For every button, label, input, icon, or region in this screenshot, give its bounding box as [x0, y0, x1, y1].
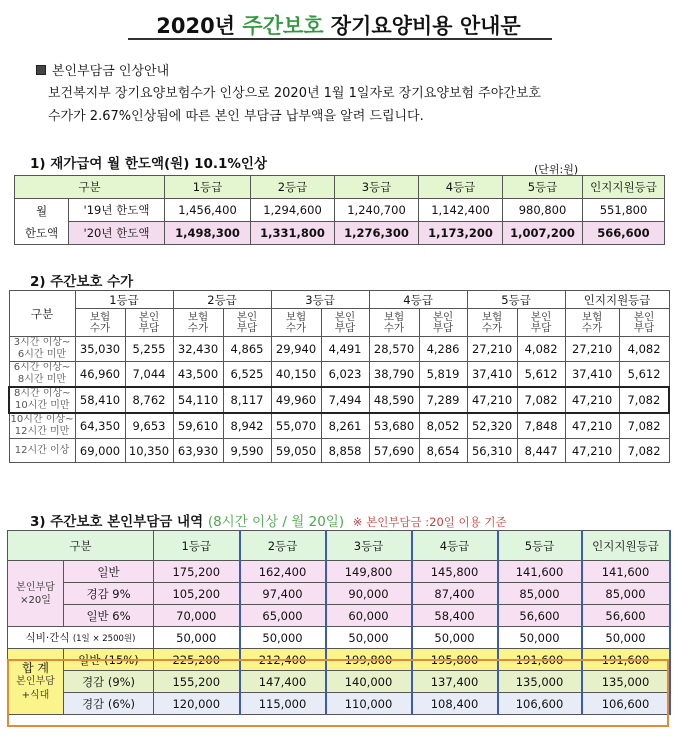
- table-cell: 53,680: [369, 413, 419, 439]
- table-cell: 105,200: [154, 583, 240, 605]
- page-title: [0, 10, 677, 40]
- row-label-line-1: 10시간 이상~: [10, 414, 74, 425]
- section2-heading: 2) 주간보호 수가: [30, 274, 134, 290]
- header-cell: 4등급: [419, 176, 503, 199]
- sub-header-insurance: [271, 309, 321, 337]
- sub-header-insurance: [565, 309, 619, 337]
- row-label-line-1: 3시간 이상~: [13, 337, 71, 348]
- table-row: [8, 649, 670, 671]
- table-cell: 7,848: [517, 413, 565, 439]
- side-label: [8, 649, 64, 715]
- header-cell: 2등급: [251, 176, 335, 199]
- row-label-line-1: 6시간 이상~: [13, 362, 71, 373]
- row-label: 경감 (6%): [64, 693, 154, 715]
- sub-header-copay: [517, 309, 565, 337]
- sub-header-insurance: [173, 309, 223, 337]
- grade-header-row: [9, 291, 669, 309]
- sub-header-line: 부담: [138, 321, 160, 334]
- row-label-line-1: 8시간 이상~: [13, 388, 71, 399]
- table-cell: 140,000: [326, 671, 412, 693]
- copay-summary-table: [7, 530, 671, 715]
- table-header-row: [15, 176, 665, 199]
- grade-header: 3등급: [271, 291, 369, 309]
- table-cell: 8,654: [419, 439, 467, 463]
- title-underline: [128, 38, 552, 40]
- sub-header-row: [9, 309, 669, 337]
- table-cell: 141,600: [582, 561, 670, 583]
- header-cell: 인지지원등급: [582, 531, 670, 561]
- table-cell: 108,400: [412, 693, 498, 715]
- notice-body: [48, 82, 648, 128]
- table-cell: 59,610: [173, 413, 223, 439]
- table-cell: 7,082: [619, 387, 669, 413]
- header-cell: 5등급: [503, 176, 583, 199]
- table-cell: 50,000: [498, 627, 582, 649]
- table-cell: 63,930: [173, 439, 223, 463]
- table-cell: 56,600: [582, 605, 670, 627]
- table-cell: 147,400: [240, 671, 326, 693]
- table-cell: 191,600: [582, 649, 670, 671]
- table-cell: 8,942: [223, 413, 271, 439]
- table-cell: 551,800: [583, 199, 665, 222]
- table-cell: 54,110: [173, 387, 223, 413]
- sub-header-line: 부담: [236, 321, 258, 334]
- header-cell: 인지지원등급: [583, 176, 665, 199]
- sub-header-line: 수가: [581, 321, 603, 334]
- table-cell: 85,000: [498, 583, 582, 605]
- sub-header-copay: [619, 309, 669, 337]
- notice-line-2: 수가가 2.67%인상됨에 따른 본인 부담금 납부액을 알려 드립니다.: [48, 109, 424, 124]
- table-cell: 29,940: [271, 337, 321, 362]
- grade-header: 2등급: [173, 291, 271, 309]
- meal-row: [8, 627, 670, 649]
- sub-header-line: 보험: [383, 310, 405, 323]
- table-cell: 58,400: [412, 605, 498, 627]
- row-label-line-2: 10시간 미만: [14, 400, 70, 411]
- notice-line-1: 보건복지부 장기요양보험수가 인상으로 2020년 1월 1일자로 장기요양보험 주야간보호: [48, 86, 541, 101]
- sub-header-line: 보험: [285, 310, 307, 323]
- table-cell: 4,082: [619, 337, 669, 362]
- row-label: 일반: [64, 561, 154, 583]
- table-cell: 27,210: [467, 337, 517, 362]
- sub-header-insurance: [467, 309, 517, 337]
- header-cell: 구분: [15, 176, 165, 199]
- sub-header-line: 본인: [432, 310, 454, 323]
- section3-heading-red: ※ 본인부담금 :20일 이용 기준: [352, 515, 507, 529]
- table-cell: 8,261: [321, 413, 369, 439]
- table-header-row: [8, 531, 670, 561]
- group-label-line-2: 한도액: [24, 225, 59, 240]
- table-cell: 40,150: [271, 362, 321, 388]
- sub-header-line: 수가: [89, 321, 111, 334]
- sub-header-line: 본인: [236, 310, 258, 323]
- table-cell: 7,082: [619, 439, 669, 463]
- table-cell: 1,007,200: [503, 222, 583, 245]
- table-cell: 137,400: [412, 671, 498, 693]
- table-cell: 46,960: [75, 362, 125, 388]
- table-cell: 50,000: [326, 627, 412, 649]
- table-cell: 5,819: [419, 362, 467, 388]
- table-cell: 52,320: [467, 413, 517, 439]
- table-cell: 7,289: [419, 387, 467, 413]
- sub-header-line: 수가: [481, 321, 503, 334]
- section3-heading-text: 3) 주간보호 본인부담금 내역: [30, 514, 204, 530]
- table-cell: 9,653: [125, 413, 173, 439]
- copay-rows: [8, 561, 670, 627]
- table-cell: 175,200: [154, 561, 240, 583]
- sub-header-line: 부담: [633, 321, 655, 334]
- table-row: [9, 362, 669, 388]
- sub-header-insurance: [369, 309, 419, 337]
- table-cell: 65,000: [240, 605, 326, 627]
- table-cell: 162,400: [240, 561, 326, 583]
- table-cell: 56,310: [467, 439, 517, 463]
- sub-header-copay: [223, 309, 271, 337]
- table-cell: 4,082: [517, 337, 565, 362]
- table-cell: 7,082: [517, 387, 565, 413]
- table-cell: 106,600: [582, 693, 670, 715]
- sub-header-copay: [419, 309, 467, 337]
- table-cell: 145,800: [412, 561, 498, 583]
- row-label: '19년 한도액: [69, 199, 165, 222]
- header-cell: 4등급: [412, 531, 498, 561]
- table-row: [9, 337, 669, 362]
- table-cell: 1,498,300: [165, 222, 251, 245]
- grade-header: 인지지원등급: [565, 291, 669, 309]
- sub-header-line: 부담: [432, 321, 454, 334]
- grade-header: 5등급: [467, 291, 565, 309]
- row-label: 경감 9%: [64, 583, 154, 605]
- table-cell: 7,044: [125, 362, 173, 388]
- table-cell: 47,210: [565, 387, 619, 413]
- table-cell: 38,790: [369, 362, 419, 388]
- table-cell: 149,800: [326, 561, 412, 583]
- row-label: [9, 362, 75, 388]
- table-cell: 50,000: [240, 627, 326, 649]
- table-cell: 85,000: [582, 583, 670, 605]
- table-cell: 97,400: [240, 583, 326, 605]
- table-cell: 10,350: [125, 439, 173, 463]
- table-row: [8, 605, 670, 627]
- table-cell: 60,000: [326, 605, 412, 627]
- sub-header-line: 보험: [481, 310, 503, 323]
- table-cell: 1,276,300: [335, 222, 419, 245]
- header-cell: 2등급: [240, 531, 326, 561]
- table-cell: 50,000: [412, 627, 498, 649]
- table-cell: 70,000: [154, 605, 240, 627]
- sub-header-copay: [125, 309, 173, 337]
- sub-header-line: 본인: [334, 310, 356, 323]
- table-cell: 155,200: [154, 671, 240, 693]
- table-cell: 47,210: [565, 439, 619, 463]
- table-cell: 110,000: [326, 693, 412, 715]
- sub-header-line: 본인: [530, 310, 552, 323]
- table-cell: 57,690: [369, 439, 419, 463]
- grade-header: 4등급: [369, 291, 467, 309]
- header-cell: 3등급: [335, 176, 419, 199]
- table-cell: 87,400: [412, 583, 498, 605]
- table-cell: 191,600: [498, 649, 582, 671]
- table-cell: 1,331,800: [251, 222, 335, 245]
- table-cell: 9,590: [223, 439, 271, 463]
- title-highlight: 주간보호: [242, 14, 324, 38]
- table-cell: 225,200: [154, 649, 240, 671]
- table-cell: 5,612: [517, 362, 565, 388]
- table-cell: 58,410: [75, 387, 125, 413]
- section3-heading: [30, 510, 507, 530]
- table-cell: 8,117: [223, 387, 271, 413]
- table-cell: 49,960: [271, 387, 321, 413]
- sub-header-line: 본인: [138, 310, 160, 323]
- sub-header-line: 수가: [383, 321, 405, 334]
- sub-header-line: 보험: [581, 310, 603, 323]
- title-prefix: 2020년: [156, 14, 243, 38]
- row-label: 일반 6%: [64, 605, 154, 627]
- table-row: [15, 222, 665, 245]
- meal-note: (1일 × 2500원): [72, 634, 136, 644]
- side-label-line: 본인부담: [16, 581, 55, 593]
- table-row: [15, 199, 665, 222]
- table-cell: 4,865: [223, 337, 271, 362]
- header-cell: 3등급: [326, 531, 412, 561]
- monthly-limit-table: [14, 175, 665, 245]
- table-cell: 48,590: [369, 387, 419, 413]
- table-cell: 69,000: [75, 439, 125, 463]
- title-suffix: 장기요양비용 안내문: [323, 14, 521, 38]
- table-row: [9, 387, 669, 413]
- row-label-line-2: 8시간 미만: [17, 374, 67, 385]
- row-label: [9, 413, 75, 439]
- row-label-line-2: 12시간 미만: [14, 426, 70, 437]
- table-cell: 59,050: [271, 439, 321, 463]
- row-label: '20년 한도액: [69, 222, 165, 245]
- table-cell: 4,286: [419, 337, 467, 362]
- table-cell: 106,600: [498, 693, 582, 715]
- total-rows: [8, 649, 670, 715]
- table-cell: 90,000: [326, 583, 412, 605]
- table-cell: 5,255: [125, 337, 173, 362]
- group-label-line-1: 월: [35, 203, 48, 218]
- side-label-line: ×20일: [20, 594, 51, 606]
- table-cell: 47,210: [565, 413, 619, 439]
- table-cell: 6,023: [321, 362, 369, 388]
- table-cell: 135,000: [582, 671, 670, 693]
- day-care-fee-table: [8, 290, 670, 463]
- meal-label: [8, 627, 154, 649]
- sub-header-line: 보험: [187, 310, 209, 323]
- sub-header-line: 본인: [633, 310, 655, 323]
- row-label: 경감 (9%): [64, 671, 154, 693]
- table-cell: 35,030: [75, 337, 125, 362]
- group-label: [15, 199, 69, 245]
- table-cell: 64,350: [75, 413, 125, 439]
- header-label: 구분: [9, 291, 75, 337]
- table-cell: 1,142,400: [419, 199, 503, 222]
- table-row: [8, 583, 670, 605]
- table-cell: 8,052: [419, 413, 467, 439]
- section1-heading: 1) 재가급여 월 한도액(원) 10.1%인상: [30, 156, 267, 172]
- sub-header-line: 수가: [285, 321, 307, 334]
- table-cell: 47,210: [467, 387, 517, 413]
- table-cell: 32,430: [173, 337, 223, 362]
- table-cell: 8,858: [321, 439, 369, 463]
- table-cell: 4,491: [321, 337, 369, 362]
- notice-heading-text: 본인부담금 인상안내: [52, 64, 170, 79]
- header-cell: 5등급: [498, 531, 582, 561]
- table-cell: 7,082: [619, 413, 669, 439]
- row-label: 일반 (15%): [64, 649, 154, 671]
- side-label-line: +식대: [21, 689, 50, 701]
- table-cell: 8,447: [517, 439, 565, 463]
- table-cell: 50,000: [582, 627, 670, 649]
- row-label: [9, 337, 75, 362]
- row-label-line-2: 6시간 미만: [17, 349, 67, 360]
- header-cell: 1등급: [165, 176, 251, 199]
- table-cell: 56,600: [498, 605, 582, 627]
- grade-header: 1등급: [75, 291, 173, 309]
- table-cell: 55,070: [271, 413, 321, 439]
- table-row: [9, 439, 669, 463]
- table-cell: 1,456,400: [165, 199, 251, 222]
- table-row: [8, 693, 670, 715]
- day-care-fee-body: [9, 337, 669, 463]
- table-cell: 1,240,700: [335, 199, 419, 222]
- table-row: [8, 561, 670, 583]
- table-cell: 43,500: [173, 362, 223, 388]
- table-cell: 1,294,600: [251, 199, 335, 222]
- table-cell: 7,494: [321, 387, 369, 413]
- sub-header-line: 부담: [530, 321, 552, 334]
- row-label: [9, 439, 75, 463]
- row-label-line-1: 12시간 이상: [14, 444, 70, 456]
- table-cell: 28,570: [369, 337, 419, 362]
- table-cell: 1,173,200: [419, 222, 503, 245]
- header-cell: 1등급: [154, 531, 240, 561]
- section1-unit: (단위:원): [534, 163, 579, 176]
- table-cell: 195,800: [412, 649, 498, 671]
- sub-header-copay: [321, 309, 369, 337]
- table-cell: 37,410: [467, 362, 517, 388]
- sub-header-insurance: [75, 309, 125, 337]
- table-cell: 135,000: [498, 671, 582, 693]
- sub-header-line: 수가: [187, 321, 209, 334]
- side-label-line: 본인부담: [16, 675, 55, 687]
- header-cell: 구분: [8, 531, 154, 561]
- table-row: [9, 413, 669, 439]
- table-cell: 6,525: [223, 362, 271, 388]
- section3-heading-green: (8시간 이상 / 월 20일): [207, 514, 345, 530]
- row-label: [9, 387, 75, 413]
- table-cell: 50,000: [154, 627, 240, 649]
- table-cell: 566,600: [583, 222, 665, 245]
- table-cell: 120,000: [154, 693, 240, 715]
- meal-label-text: 식비·간식: [25, 632, 70, 644]
- side-label: [8, 561, 64, 627]
- side-label-line: 합 계: [22, 660, 49, 675]
- table-cell: 8,762: [125, 387, 173, 413]
- table-cell: 141,600: [498, 561, 582, 583]
- table-cell: 212,400: [240, 649, 326, 671]
- table-row: [8, 671, 670, 693]
- notice-heading: [36, 60, 169, 79]
- table-cell: 199,800: [326, 649, 412, 671]
- table-cell: 115,000: [240, 693, 326, 715]
- table-cell: 5,612: [619, 362, 669, 388]
- table-cell: 980,800: [503, 199, 583, 222]
- table-cell: 37,410: [565, 362, 619, 388]
- sub-header-line: 보험: [89, 310, 111, 323]
- sub-header-line: 부담: [334, 321, 356, 334]
- table-cell: 27,210: [565, 337, 619, 362]
- square-bullet-icon: [36, 65, 46, 75]
